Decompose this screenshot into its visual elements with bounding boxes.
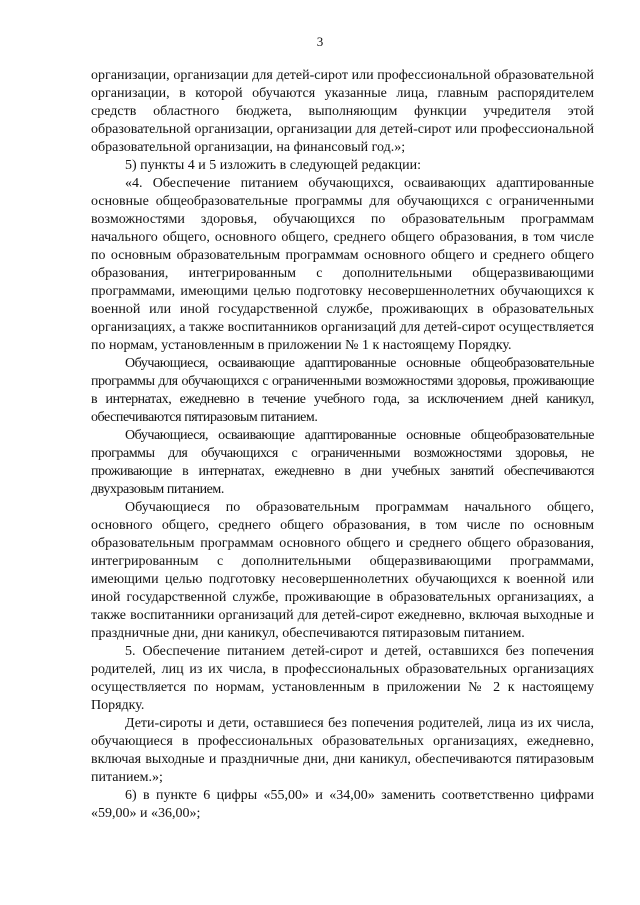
paragraph-point-4: «4. Обеспечение питанием обучающихся, осваивающих адаптированные основные общеобразовательные программы для обучающихся с ограниченными возможностями здоровья, обучающихся по образовательным программам начального общего, основного общего, среднего общего образования, в том числе по основным образовательным программам основного общего и среднего общего образования, интегрированным с дополнительными общеразвивающими программами, имеющими целью подготовку несовершеннолетних обучающихся к военной или иной государственной службе, проживающих в образовательных организациях, а также воспитанников организаций для детей-сирот осуществляется по нормам, установленным в приложении № 1 к настоящему Порядку. xyxy=(91,176,594,353)
paragraph-boarding-students: Обучающиеся, осваивающие адаптированные основные общеобразовательные программы для обучающихся с ограниченными возможностями здоровья, проживающие в интернатах, ежедневно в течение учебного года, за исключением дней каникул, обеспечиваются пятиразовым питанием. xyxy=(91,356,594,425)
paragraph-item-6: 6) в пункте 6 цифры «55,00» и «34,00» заменить соответственно цифрами «59,00» и «36,00»; xyxy=(91,788,594,821)
paragraph-non-boarding-students: Обучающиеся, осваивающие адаптированные основные общеобразовательные программы для обучающихся с ограниченными возможностями здоровья, не проживающие в интернатах, ежедневно в дни учебных занятий обеспечиваются двухразовым питанием. xyxy=(91,428,594,497)
paragraph-continuation: организации, организации для детей-сирот или профессиональной образовательной организации, в которой обучаются указанные лица, главным распорядителем средств областного бюджета, выполняющим функции учредителя этой образовательной организации, организации для детей-сирот или профессиональной образовательной организации, на финансовый год.»; xyxy=(91,68,594,155)
paragraph-point-5: 5. Обеспечение питанием детей-сирот и детей, оставшихся без попечения родителей, лиц из их числа, в профессиональных образовательных организациях осуществляется по нормам, установленным в приложении № 2 к настоящему Порядку. xyxy=(91,644,594,713)
paragraph-orphans-meals: Дети-сироты и дети, оставшиеся без попечения родителей, лица из их числа, обучающиеся в профессиональных образовательных организациях, ежедневно, включая выходные и праздничные дни, дни каникул, обеспечиваются пятиразовым питанием.»; xyxy=(91,716,594,785)
document-body xyxy=(91,67,594,823)
page-number: 3 xyxy=(316,34,324,49)
paragraph-general-education-students: Обучающиеся по образовательным программам начального общего, основного общего, среднего общего образования, в том числе по основным образовательным программам основного общего и среднего общего образования, интегрированным с дополнительными общеразвивающими программами, имеющими целью подготовку несовершеннолетних обучающихся к военной или иной государственной службе, проживающие в образовательных организациях, а также воспитанники организаций для детей-сирот ежедневно, включая выходные и праздничные дни, дни каникул, обеспечиваются пятиразовым питанием. xyxy=(91,500,594,641)
paragraph-item-5: 5) пункты 4 и 5 изложить в следующей редакции: xyxy=(125,158,422,173)
